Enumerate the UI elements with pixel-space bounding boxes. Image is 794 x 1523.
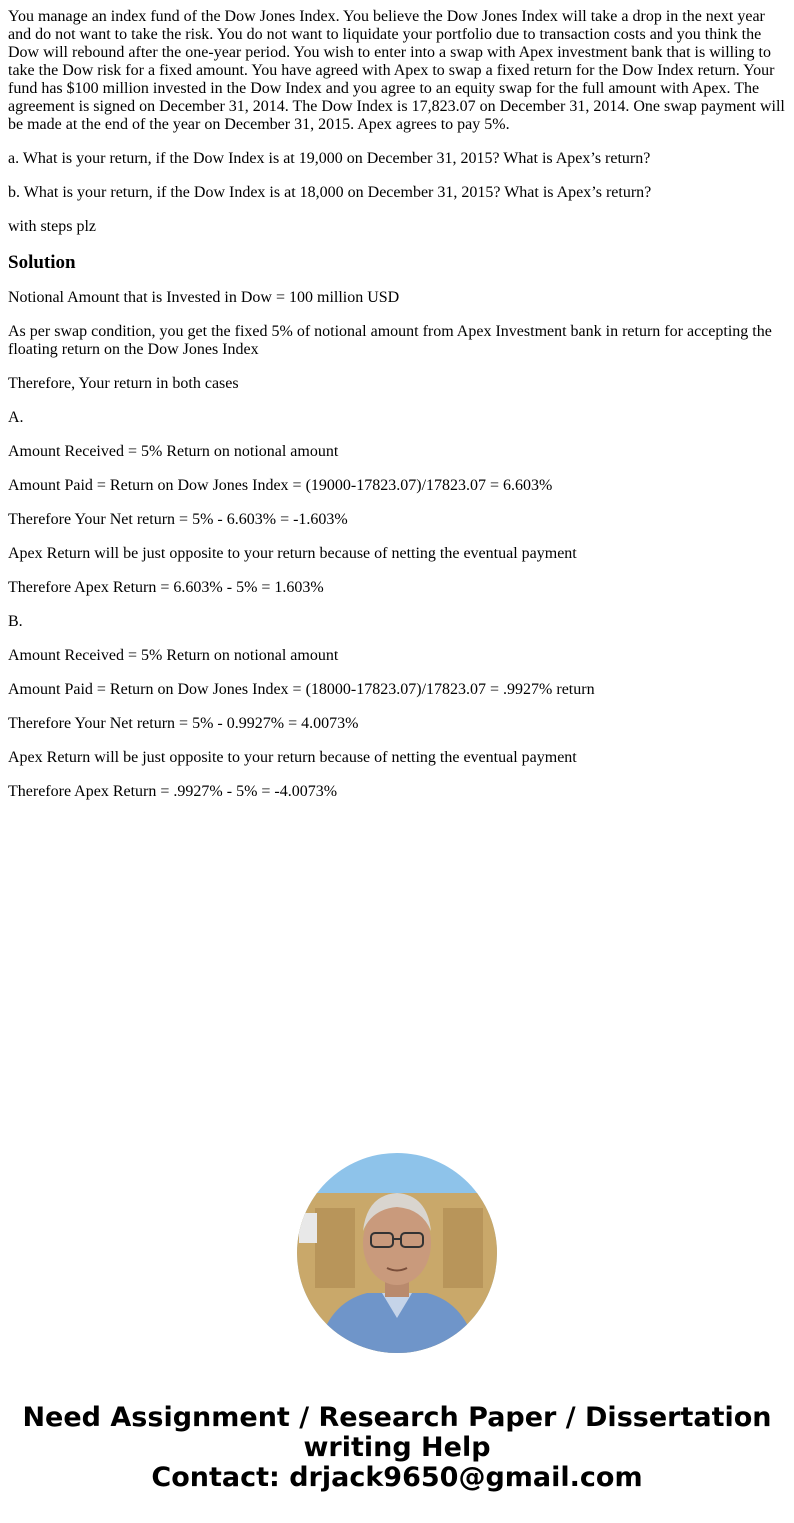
question-part-b: b. What is your return, if the Dow Index is at 18,000 on December 31, 2015? What is Apex’s return?	[8, 184, 652, 201]
solution-line: Apex Return will be just opposite to your return because of netting the eventual payment	[8, 749, 577, 766]
solution-line: Therefore Apex Return = .9927% - 5% = -4.0073%	[8, 783, 338, 800]
solution-line: Therefore Apex Return = 6.603% - 5% = 1.603%	[8, 579, 324, 596]
solution-heading: Solution	[8, 252, 76, 273]
solution-line: As per swap condition, you get the fixed 5% of notional amount from Apex Investment bank in return for accepting the floating return on the Dow Jones Index	[8, 323, 772, 358]
solution-line: Notional Amount that is Invested in Dow = 100 million USD	[8, 289, 400, 306]
question-part-a: a. What is your return, if the Dow Index is at 19,000 on December 31, 2015? What is Apex’s return?	[8, 150, 651, 167]
person-photo-icon	[297, 1153, 497, 1353]
promo-banner	[0, 1403, 794, 1493]
solution-line: Therefore Your Net return = 5% - 0.9927% = 4.0073%	[8, 715, 359, 732]
promo-line: Need Assignment / Research Paper / Dissertation	[22, 1402, 772, 1433]
solution-part-a-label: A.	[8, 409, 24, 426]
page-content	[8, 8, 786, 817]
solution-line: Amount Received = 5% Return on notional amount	[8, 443, 339, 460]
solution-line: Therefore Your Net return = 5% - 6.603% = -1.603%	[8, 511, 348, 528]
promo-contact: Contact: drjack9650@gmail.com	[151, 1462, 643, 1493]
question-note: with steps plz	[8, 218, 96, 235]
solution-line: Therefore, Your return in both cases	[8, 375, 239, 392]
solution-line: Amount Received = 5% Return on notional amount	[8, 647, 339, 664]
promo-line: writing Help	[303, 1432, 491, 1463]
solution-line: Amount Paid = Return on Dow Jones Index = (18000-17823.07)/17823.07 = .9927% return	[8, 681, 595, 698]
solution-line: Amount Paid = Return on Dow Jones Index = (19000-17823.07)/17823.07 = 6.603%	[8, 477, 553, 494]
solution-line: Apex Return will be just opposite to your return because of netting the eventual payment	[8, 545, 577, 562]
solution-part-b-label: B.	[8, 613, 23, 630]
author-avatar	[297, 1153, 497, 1353]
question-text: You manage an index fund of the Dow Jones Index. You believe the Dow Jones Index will take a drop in the next year and do not want to take the risk. You do not want to liquidate your portfolio due to transaction costs and you think the Dow will rebound after the one-year period. You wish to enter into a swap with Apex investment bank that is willing to take the Dow risk for a fixed amount. You have agreed with Apex to swap a fixed return for the Dow Index return. Your fund has $100 million invested in the Dow Index and you agree to an equity swap for the full amount with Apex. The agreement is signed on December 31, 2014. The Dow Index is 17,823.07 on December 31, 2014. One swap payment will be made at the end of the year on December 31, 2015. Apex agrees to pay 5%.	[8, 8, 785, 133]
